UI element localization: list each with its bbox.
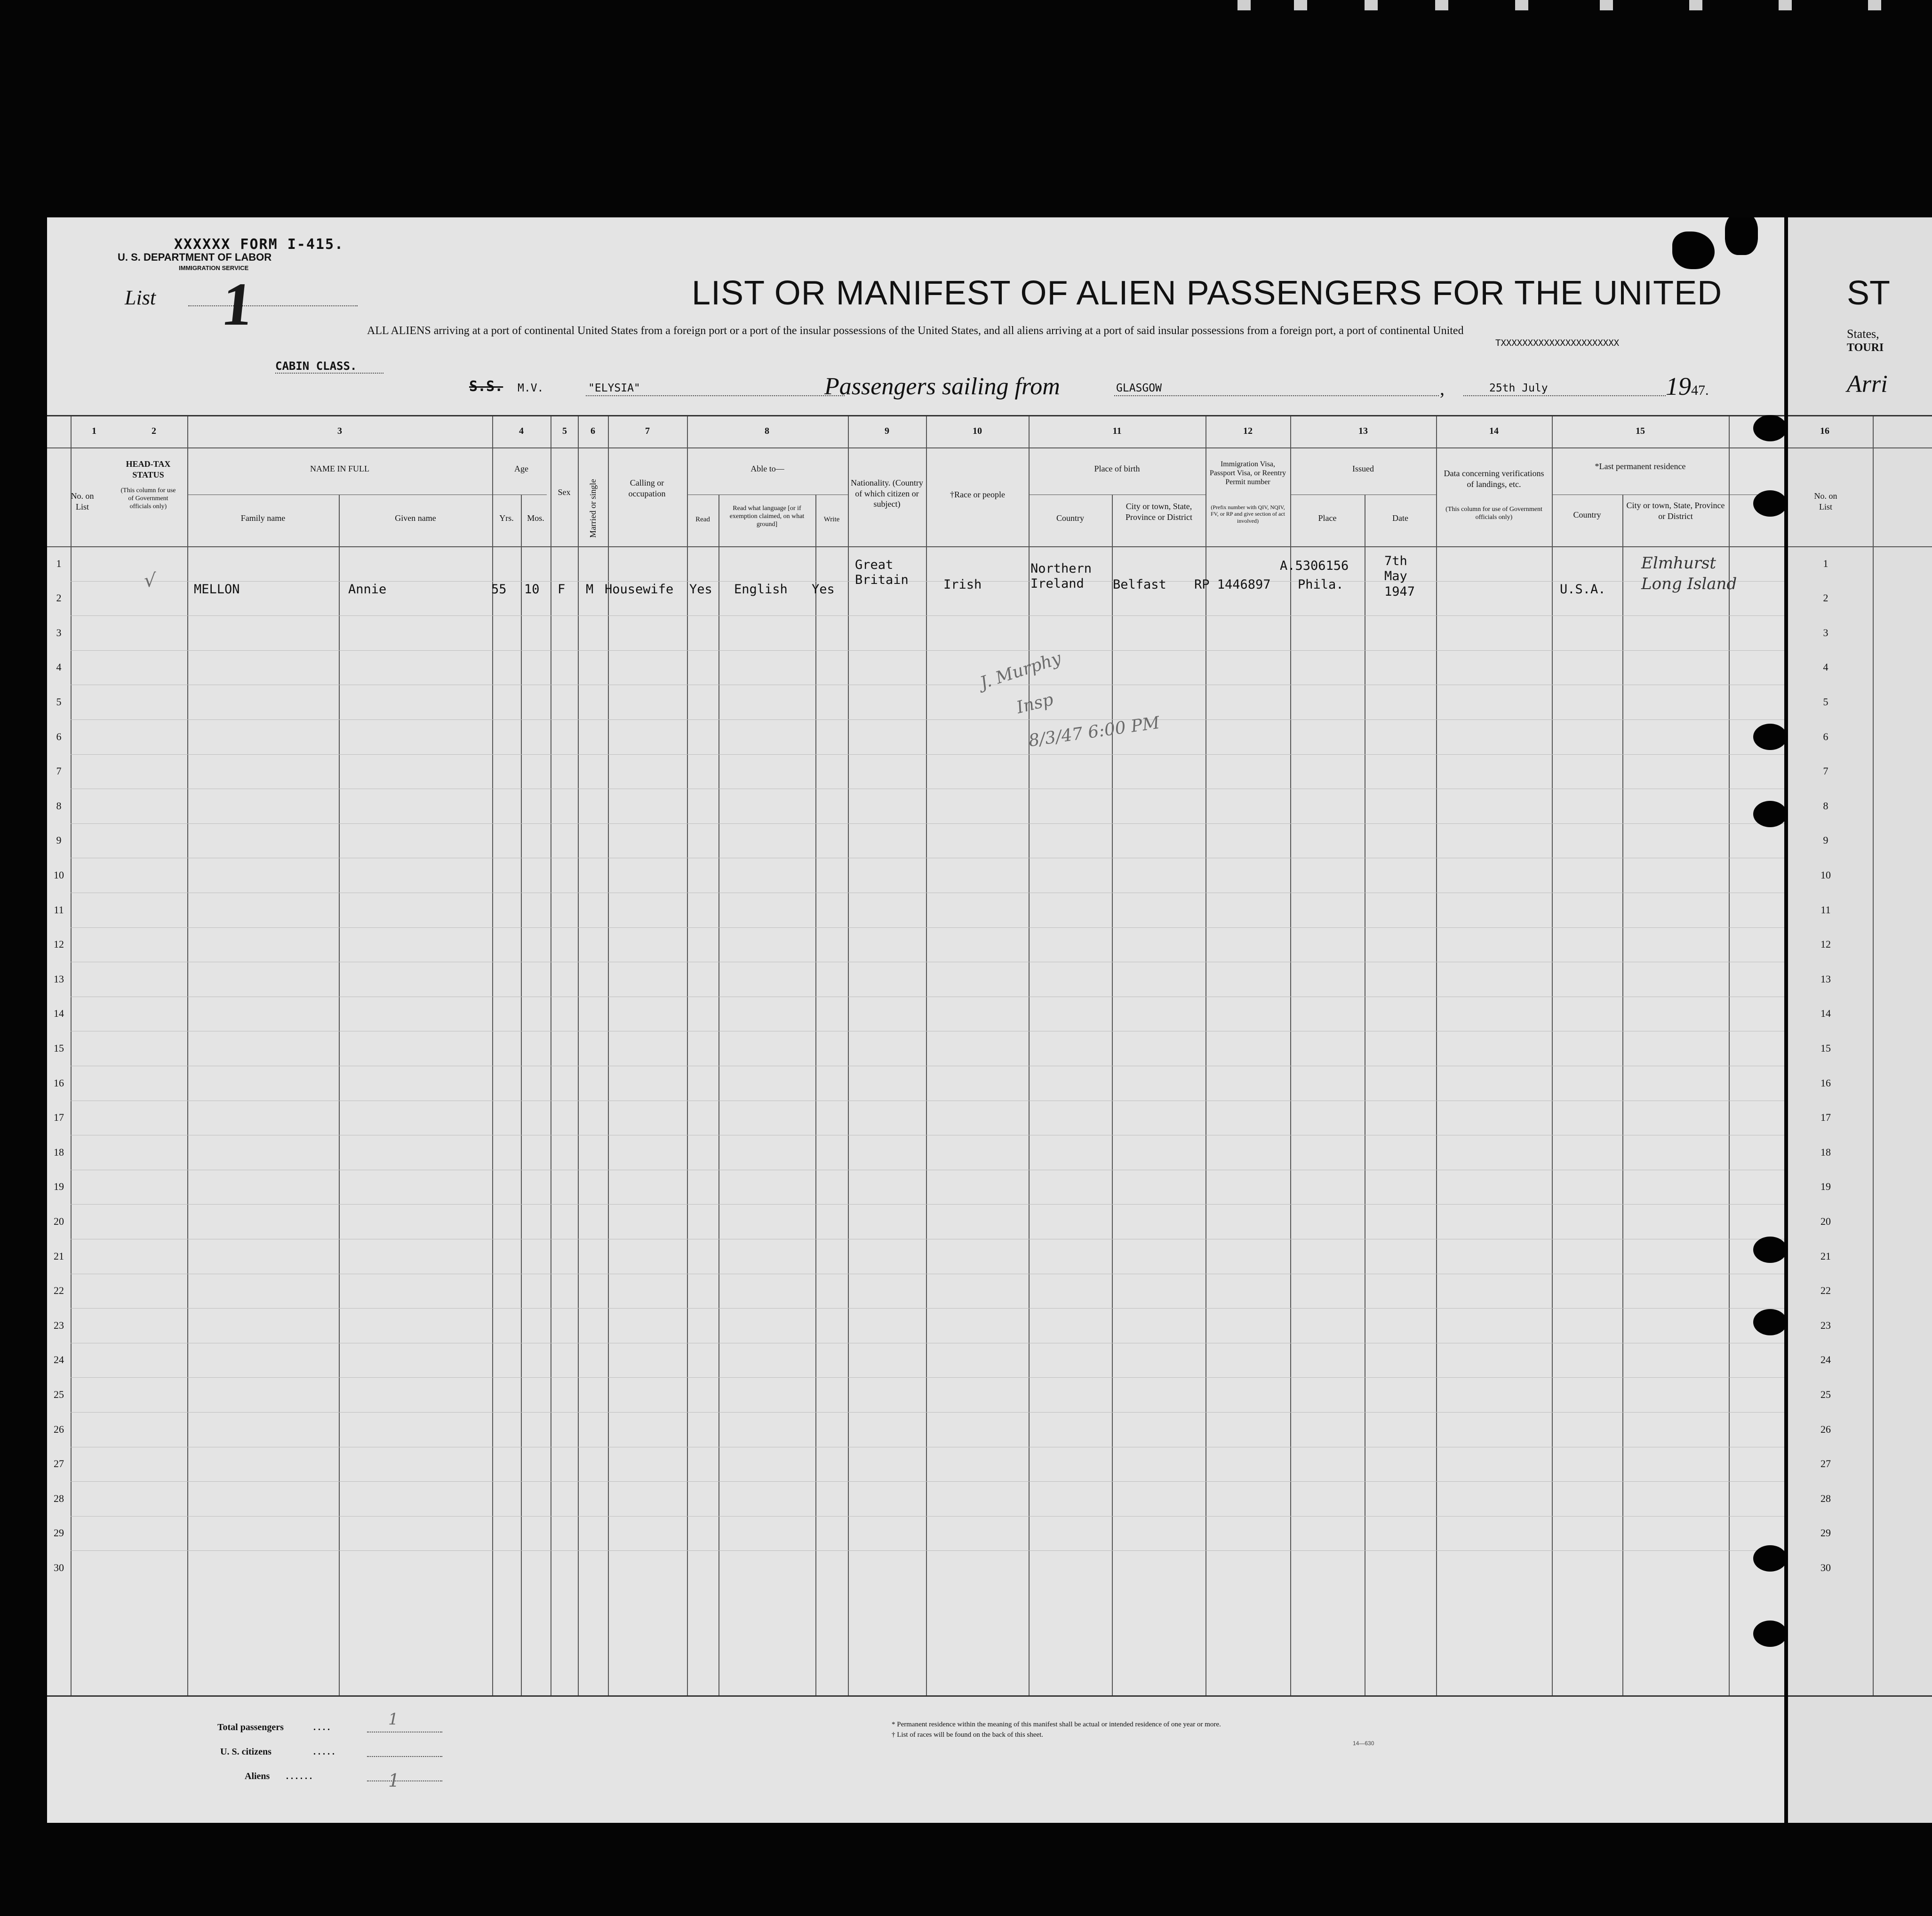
list-number: 1 [218,271,256,338]
row-number: 21 [1820,1250,1831,1262]
row-number: 30 [54,1562,64,1573]
birth-country: Northern Ireland [1030,561,1092,591]
column-number: 15 [1636,426,1645,436]
header-race: †Race or people [950,490,1005,499]
row-line [71,719,1784,720]
col-line [848,416,849,1695]
header-no-on-list: No. on List [71,491,94,511]
ship-name: "ELYSIA" [588,382,640,394]
binder-hole [1753,1309,1787,1335]
inspector-initials: J. Murphy [978,648,1064,693]
colnum-divider [1788,447,1932,448]
column-number: 6 [591,426,595,436]
row-number: 26 [1820,1423,1831,1435]
row-number: 1 [1823,557,1828,569]
header-no-on-list: No. on List [1814,491,1837,511]
row-number: 29 [54,1527,64,1539]
header-yrs: Yrs. [499,513,514,523]
ship-type: M.V. [518,382,544,394]
binder-hole [1753,1237,1787,1263]
header-bottom-line [1788,546,1932,547]
row-number: 16 [1820,1077,1831,1089]
binder-hole [1753,1545,1787,1572]
col-line [1552,416,1553,1695]
row-line [71,615,1784,616]
able-to-read: Yes [689,582,712,597]
row-number: 28 [1820,1492,1831,1504]
binder-hole [1753,415,1787,441]
header-place-of-birth: Place of birth [1094,464,1140,473]
col-line [1622,495,1623,1695]
row-number: 3 [1823,626,1828,639]
column-number: 12 [1243,426,1253,436]
header-verifications-note: (This column for use of Government officials only) [1445,506,1542,521]
row-number: 23 [54,1319,64,1331]
col-line [608,416,609,1695]
next-sheet-table [1788,415,1932,1697]
row-number: 14 [1820,1007,1831,1020]
row-number: 12 [54,938,64,950]
sailing-date: 25th July [1489,382,1548,394]
row-number: 24 [54,1354,64,1366]
row-number: 8 [56,799,62,812]
manifest-sheet [47,217,1784,1823]
col-line [1436,416,1437,1695]
ship-underline [586,395,845,396]
binder-hole [1753,490,1787,517]
next-sheet-line-2: TOURI [1847,342,1884,354]
next-sheet-line-1: States, [1847,327,1879,341]
header-issued-date: Date [1392,513,1408,523]
list-underline [188,305,358,306]
next-sheet-line-3: Arri [1847,371,1888,398]
leader-dots: . . . . [313,1722,330,1732]
row-line [71,1308,1784,1309]
header-family-name: Family name [240,513,286,523]
colnum-divider [47,447,1784,448]
col-line [1729,416,1730,1695]
next-sheet-fragment [1788,217,1932,1823]
aliens-value: 1 [388,1770,400,1791]
row-number: 22 [1820,1285,1831,1297]
departure-port: GLASGOW [1116,382,1162,394]
header-pob-city: City or town, State, Province or District [1126,502,1192,522]
row-number: 19 [54,1181,64,1193]
row-number: 9 [56,834,62,846]
row-number: 18 [1820,1146,1831,1158]
row-number: 4 [56,661,62,673]
aliens-line [367,1780,442,1781]
row-number: 25 [54,1389,64,1400]
inspection-date-time: 8/3/47 6:00 PM [1027,713,1161,751]
header-visa: Immigration Visa, Passport Visa, or Reentry Permit number [1209,460,1286,487]
col-line [492,416,493,1695]
header-nationality: Nationality. (Country of which citizen or subject) [851,478,923,509]
row-number: 18 [54,1146,64,1158]
header-head-tax-note: (This column for use of Government officials only) [120,487,176,510]
header-read: Read [695,516,710,523]
issued-place: Phila. [1298,577,1344,592]
header-issued-place: Place [1318,513,1337,523]
row-number: 12 [1820,938,1831,950]
column-number: 3 [337,426,342,436]
row-number: 7 [56,765,62,777]
header-pob-country: Country [1056,513,1084,523]
column-number: 14 [1489,426,1499,436]
department: U. S. DEPARTMENT OF LABOR [118,251,272,263]
row-number: 9 [1823,834,1828,846]
date-underline [1463,395,1666,396]
ship-prefix: S.S. [469,378,503,395]
visa-number-a: A.5306156 [1280,559,1349,573]
page-title: LIST OR MANIFEST OF ALIEN PASSENGERS FOR THE UNITED [692,274,1723,312]
row-line [71,1550,1784,1551]
row-number: 21 [54,1250,64,1262]
total-passengers-label: Total passengers [217,1722,284,1732]
column-number: 4 [519,426,524,436]
row-line [71,1204,1784,1205]
us-citizens-line [367,1756,442,1757]
binder-hole [1753,1621,1787,1647]
row-number: 22 [54,1285,64,1297]
us-citizens-label: U. S. citizens [220,1747,271,1757]
footnote-races: † List of races will be found on the back of this sheet. [892,1731,1044,1739]
family-name: MELLON [194,582,240,597]
header-lr-country: Country [1573,510,1601,519]
form-id: XXXXXX FORM I-415. [174,236,344,253]
row-number: 11 [54,903,64,916]
row-number: 4 [1823,661,1828,673]
column-number: 10 [973,426,982,436]
column-number: 13 [1358,426,1368,436]
row-number: 15 [1820,1042,1831,1054]
visa-number-rp: RP 1446897 [1194,577,1271,592]
aliens-label: Aliens [245,1771,270,1781]
service: IMMIGRATION SERVICE [179,264,249,271]
col-line [926,416,927,1695]
row-number: 10 [54,869,64,881]
residence-city: Elmhurst Long Island [1641,554,1737,594]
header-write: Write [823,516,840,523]
head-tax-check: √ [144,570,156,591]
film-edge-marks [1223,0,1929,19]
row-number: 29 [1820,1527,1831,1539]
row-number: 1 [56,557,62,569]
row-number: 30 [1820,1562,1831,1573]
nationality: Great Britain [855,558,909,588]
row-number: 2 [1823,592,1828,604]
col-line [521,495,522,1695]
total-passengers-value: 1 [388,1710,399,1729]
row-line [71,927,1784,928]
row-number: 14 [54,1007,64,1020]
birth-city: Belfast [1113,577,1166,592]
header-name-in-full: NAME IN FULL [310,464,369,473]
row-number: 7 [1823,765,1828,777]
column-number: 16 [1820,426,1829,436]
ink-blot [1725,217,1758,255]
row-number: 27 [54,1458,64,1470]
row-number: 15 [54,1042,64,1054]
header-visa-note: (Prefix number with QIV, NQIV, FV, or RP and give section of act involved) [1211,504,1285,524]
sex: F [558,582,566,597]
row-number: 5 [1823,696,1828,708]
col-line [815,495,816,1695]
language: English [734,582,788,597]
port-underline [1114,395,1439,396]
header-able-to: Able to— [750,464,784,473]
year-prefix: 19 [1666,372,1691,400]
column-number: 5 [562,426,567,436]
passenger-table [47,415,1784,1697]
col-line [1112,495,1113,1695]
row-line [71,581,1784,582]
row-number: 11 [1820,903,1831,916]
binder-hole [1753,801,1787,827]
row-number: 17 [54,1111,64,1124]
header-read-language: Read what language [or if exemption claimed, on what ground] [729,505,805,528]
comma: , [1440,378,1445,399]
occupation: Housewife [605,582,674,597]
row-number: 13 [54,973,64,985]
col-line [578,416,579,1695]
row-number: 10 [1820,869,1831,881]
list-label: List [125,286,156,309]
header-verifications: Data concerning verifications of landings, etc. [1444,469,1544,489]
row-number: 20 [54,1215,64,1227]
race: Irish [943,577,982,592]
age-years: 55 [491,582,507,597]
header-issued: Issued [1352,464,1374,473]
row-number: 16 [54,1077,64,1089]
header-bottom-line [47,546,1784,547]
row-number: 25 [1820,1389,1831,1400]
col-line [1029,416,1030,1695]
header-married: Married or single [588,479,598,538]
header-given-name: Given name [395,513,436,523]
header-head-tax: HEAD-TAX STATUS [126,459,171,479]
col-line [187,416,188,1695]
sailing-label: Passengers sailing from [824,373,1060,400]
row-number: 20 [1820,1215,1831,1227]
column-number: 1 [92,426,96,436]
age-months: 10 [524,582,540,597]
column-number: 9 [885,426,889,436]
header-last-residence: *Last permanent residence [1595,462,1686,471]
row-number: 26 [54,1423,64,1435]
row-line [71,1481,1784,1482]
row-number: 28 [54,1492,64,1504]
subtitle-continuation: TXXXXXXXXXXXXXXXXXXXXXX [1495,338,1620,348]
leader-dots: . . . . . [313,1747,335,1757]
header-age: Age [514,464,528,473]
header-calling: Calling or occupation [628,478,666,498]
row-number: 17 [1820,1111,1831,1124]
row-number: 6 [56,730,62,742]
col-line [687,416,688,1695]
row-line [71,1516,1784,1517]
row-line [71,754,1784,755]
column-number: 11 [1112,426,1122,436]
row-number: 23 [1820,1319,1831,1331]
column-number: 8 [765,426,769,436]
header-lr-city: City or town, State, Province or District [1626,501,1725,521]
row-number: 24 [1820,1354,1831,1366]
cabin-class: CABIN CLASS. [275,359,357,373]
header-mos: Mos. [527,513,544,523]
ink-blot [1672,232,1715,269]
row-line [71,823,1784,824]
marital-status: M [586,582,594,597]
next-sheet-title: ST [1847,274,1891,312]
subtitle: ALL ALIENS arriving at a port of continental United States from a foreign port or a port of the insular possessions of the United States, and all aliens arriving at a port of said insular possessions from a foreign port, a port of continental United [367,325,1464,337]
footnote-residence: * Permanent residence within the meaning of this manifest shall be actual or intended residence of one year or more. [892,1721,1221,1728]
row-number: 8 [1823,799,1828,812]
row-line [71,650,1784,651]
row-number: 6 [1823,730,1828,742]
col-line [1290,416,1291,1695]
row-line [71,1412,1784,1413]
column-number: 7 [645,426,650,436]
able-to-write: Yes [812,582,835,597]
print-code: 14—630 [1353,1740,1374,1747]
row-number: 3 [56,626,62,639]
row-number: 5 [56,696,62,708]
sailing-year [1666,372,1709,401]
leader-dots: . . . . . . [286,1771,312,1781]
cabin-underline [275,373,383,374]
row-number: 13 [1820,973,1831,985]
residence-country: U.S.A. [1560,582,1606,597]
year-suffix: 47. [1691,383,1709,398]
given-name: Annie [348,582,387,597]
col-line [339,495,340,1695]
row-line [71,1377,1784,1378]
binder-hole [1753,724,1787,750]
row-number: 19 [1820,1181,1831,1193]
issued-date: 7th May 1947 [1384,554,1415,599]
inspector-word: Insp [1014,690,1055,718]
col-line [1873,416,1874,1695]
header-sex: Sex [558,487,571,497]
row-number: 27 [1820,1458,1831,1470]
row-number: 2 [56,592,62,604]
column-number: 2 [152,426,156,436]
